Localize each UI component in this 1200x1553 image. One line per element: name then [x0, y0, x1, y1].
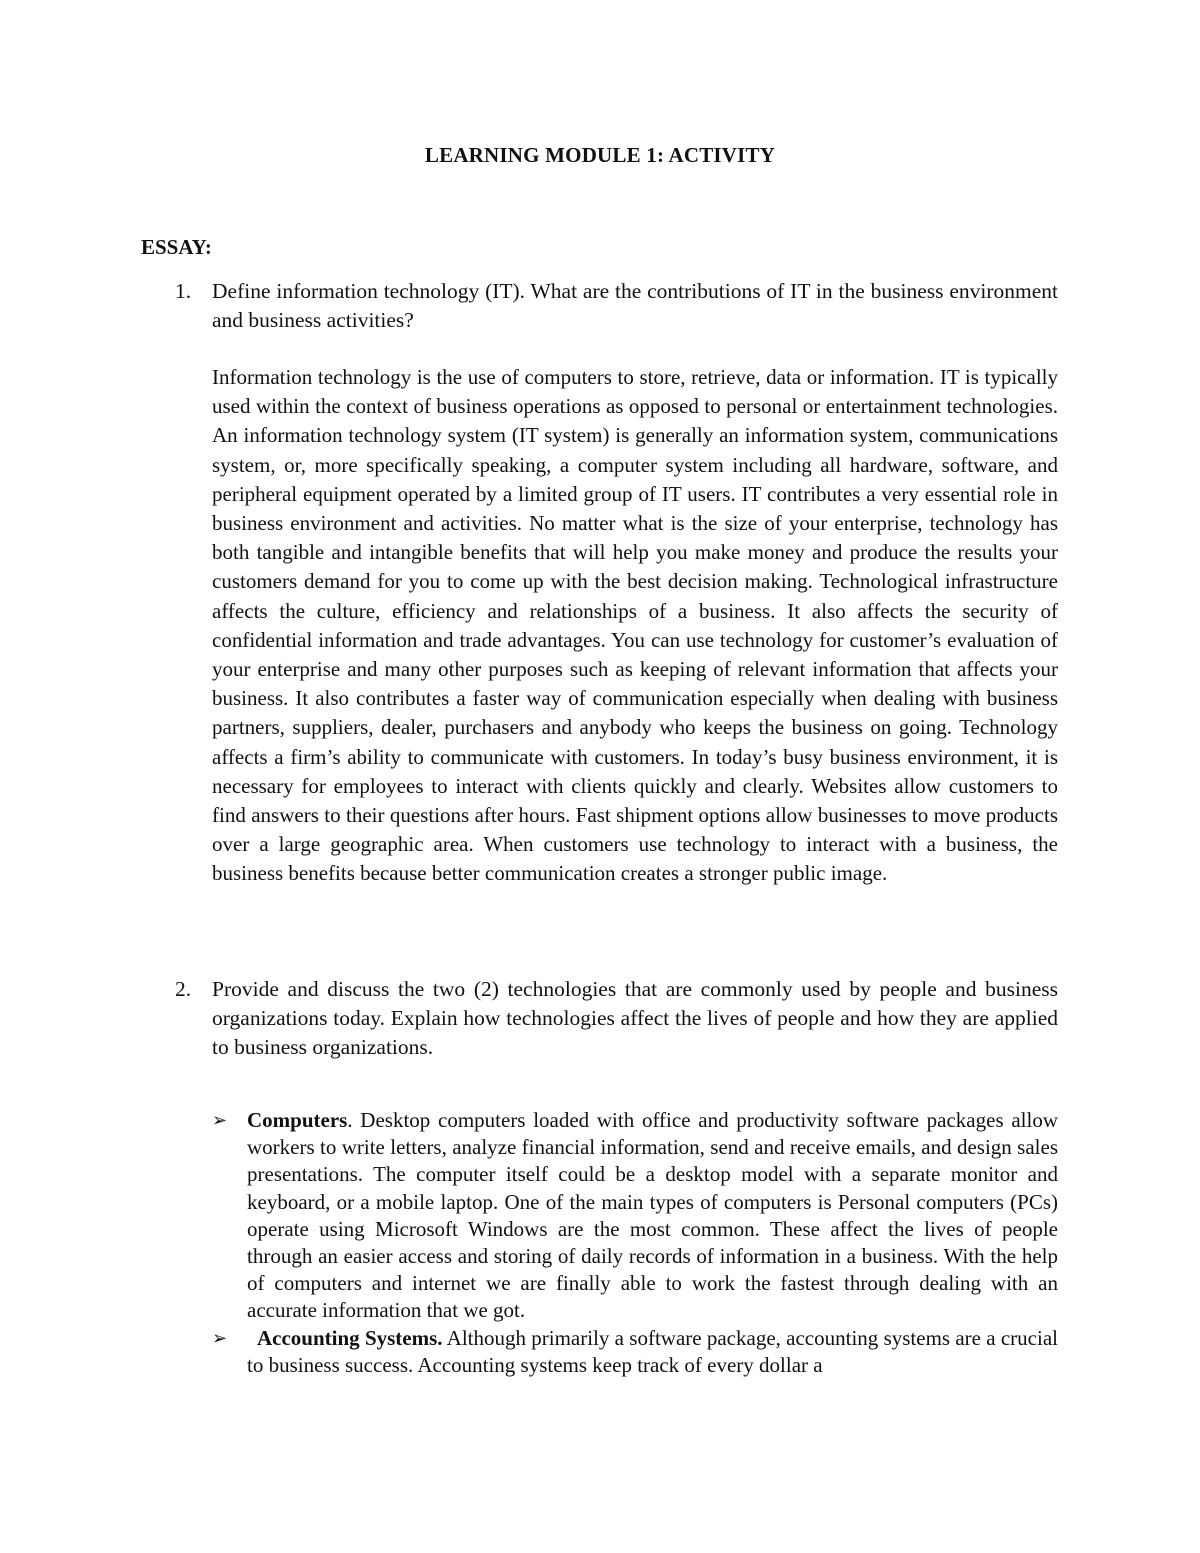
- answer-1: Information technology is the use of computers to store, retrieve, data or information. IT is typically used within the context of business operations as opposed to personal or entertainment technologies. An information technology system (IT system) is generally an information system, communications system, or, more specifically speaking, a computer system including all hardware, software, and peripheral equipment operated by a limited group of IT users. IT contributes a very essential role in business environment and activities. No matter what is the size of your enterprise, technology has both tangible and intangible benefits that will help you make money and produce the results your customers demand for you to come up with the best decision making. Technological infrastructure affects the culture, efficiency and relationships of a business. It also affects the security of confidential information and trade advantages. You can use technology for customer’s evaluation of your enterprise and many other purposes such as keeping of relevant information that affects your business. It also contributes a faster way of communication especially when dealing with business partners, suppliers, dealer, purchasers and anybody who keeps the business on going. Technology affects a firm’s ability to communicate with customers. In today’s busy business environment, it is necessary for employees to interact with clients quickly and clearly. Websites allow customers to find answers to their questions after hours. Fast shipment options allow businesses to move products over a large geographic area. When customers use technology to interact with a business, the business benefits because better communication creates a stronger public image.: [212, 365, 1058, 886]
- question-number: 2.: [175, 977, 192, 1001]
- arrow-bullet-icon: ➢: [212, 1110, 228, 1131]
- technology-list: [212, 1107, 1058, 1379]
- section-heading: ESSAY:: [141, 235, 212, 259]
- question-2: [141, 975, 1058, 1062]
- bullet-title: Computers: [247, 1108, 348, 1132]
- question-1: [141, 277, 1058, 335]
- question-prompt: Provide and discuss the two (2) technologies that are commonly used by people and business organizations today. Explain how technologies affect the lives of people and how they are applied to business organizations.: [212, 977, 1058, 1059]
- question-prompt: Define information technology (IT). What are the contributions of IT in the business environment and business activities?: [212, 279, 1058, 332]
- list-item: [212, 1325, 1058, 1379]
- question-number: 1.: [175, 279, 192, 303]
- arrow-bullet-icon: ➢: [212, 1327, 228, 1349]
- bullet-text: . Desktop computers loaded with office and productivity software packages allow workers to write letters, analyze financial information, send and receive emails, and design sales presentations. The computer itself could be a desktop model with a separate monitor and keyboard, or a mobile laptop. One of the main types of computers is Personal computers (PCs) operate using Microsoft Windows are the most common. These affect the lives of people through an easier access and storing of daily records of information in a business. With the help of computers and internet we are finally able to work the fastest through dealing with an accurate information that we got.: [247, 1108, 1058, 1323]
- page-title: LEARNING MODULE 1: ACTIVITY: [424, 143, 776, 167]
- list-item: [212, 1107, 1058, 1325]
- bullet-title: Accounting Systems.: [257, 1325, 443, 1350]
- bullet-text: Although primarily a software package, accounting systems are a crucial to business success. Accounting systems keep track of every dollar a: [247, 1325, 1058, 1377]
